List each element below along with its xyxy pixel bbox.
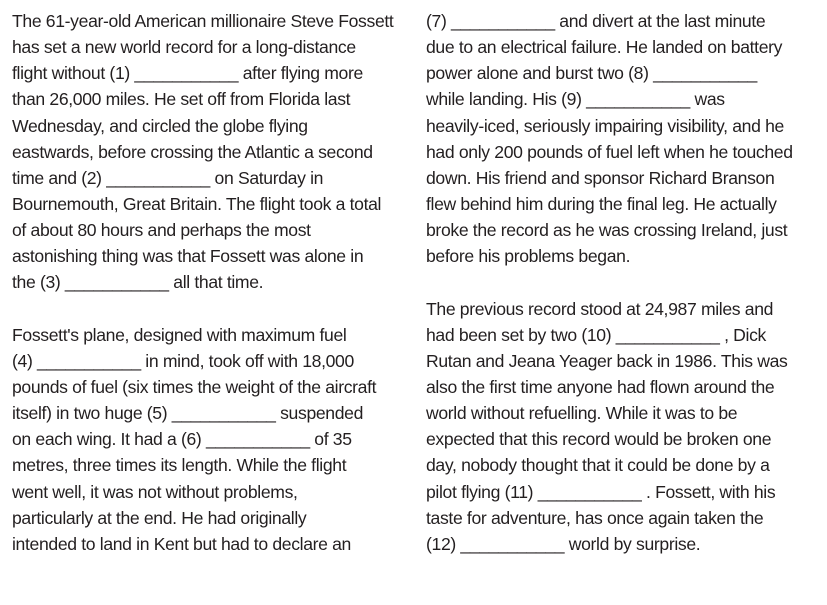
text-line: The 61-year-old American millionaire Steve Fossett [12,11,394,31]
text-line: than 26,000 miles. He set off from Florida last [12,89,351,110]
text-line: (7) ___________ and divert at the last minute [426,11,766,31]
text-line: day, nobody thought that it could be done by a [426,455,770,476]
text-line: broke the record as he was crossing Ireland, just [426,220,788,241]
text-line: astonishing thing was that Fossett was alone in [12,246,364,267]
text-line: metres, three times its length. While the flight [12,455,347,476]
text-line: flew behind him during the final leg. He actually [426,193,777,214]
text-line: particularly at the end. He had originally [12,507,307,528]
text-line: pilot flying (11) ___________ . Fossett, with his [426,481,776,502]
text-line: world without refuelling. While it was to be [426,403,738,424]
text-line: Bournemouth, Great Britain. The flight took a total [12,193,382,214]
text-line: before his problems began. [426,246,631,267]
text-line: while landing. His (9) ___________ was [426,89,725,110]
text-line: (12) ___________ world by surprise. [426,533,701,554]
text-line: went well, it was not without problems, [12,481,298,502]
text-line: Rutan and Jeana Yeager back in 1986. This was [426,350,788,371]
text-line: had only 200 pounds of fuel left when he touched [426,141,793,162]
right-text-column [426,8,821,557]
text-line: time and (2) ___________ on Saturday in [12,167,324,188]
text-line: down. His friend and sponsor Richard Branson [426,167,775,188]
text-line: has set a new world record for a long-distance [12,37,356,58]
text-line: Wednesday, and circled the globe flying [12,115,308,136]
text-line: also the first time anyone had flown around the [426,376,775,397]
text-line: had been set by two (10) ___________ , Dick [426,324,766,345]
text-line: (4) ___________ in mind, took off with 18,000 [12,350,354,371]
text-line: pounds of fuel (six times the weight of the aircraft [12,376,377,397]
text-line: power alone and burst two (8) ___________ [426,63,757,84]
text-line: flight without (1) ___________ after flying more [12,63,363,84]
text-line: Fossett's plane, designed with maximum fuel [12,324,347,345]
text-line: heavily-iced, seriously impairing visibility, and he [426,115,784,136]
text-line: taste for adventure, has once again taken the [426,507,764,528]
text-line: The previous record stood at 24,987 miles and [426,298,774,319]
text-line: of about 80 hours and perhaps the most [12,220,311,241]
text-line: due to an electrical failure. He landed on battery [426,37,783,58]
text-line: on each wing. It had a (6) ___________ of 35 [12,429,352,450]
text-line: intended to land in Kent but had to declare an [12,533,351,554]
text-line: eastwards, before crossing the Atlantic a second [12,141,373,162]
text-line: itself) in two huge (5) ___________ suspended [12,403,364,424]
paragraph-break [12,296,407,322]
text-line: the (3) ___________ all that time. [12,272,264,293]
paragraph-break [426,269,821,295]
left-text-column [12,8,407,557]
text-line: expected that this record would be broken one [426,429,772,450]
